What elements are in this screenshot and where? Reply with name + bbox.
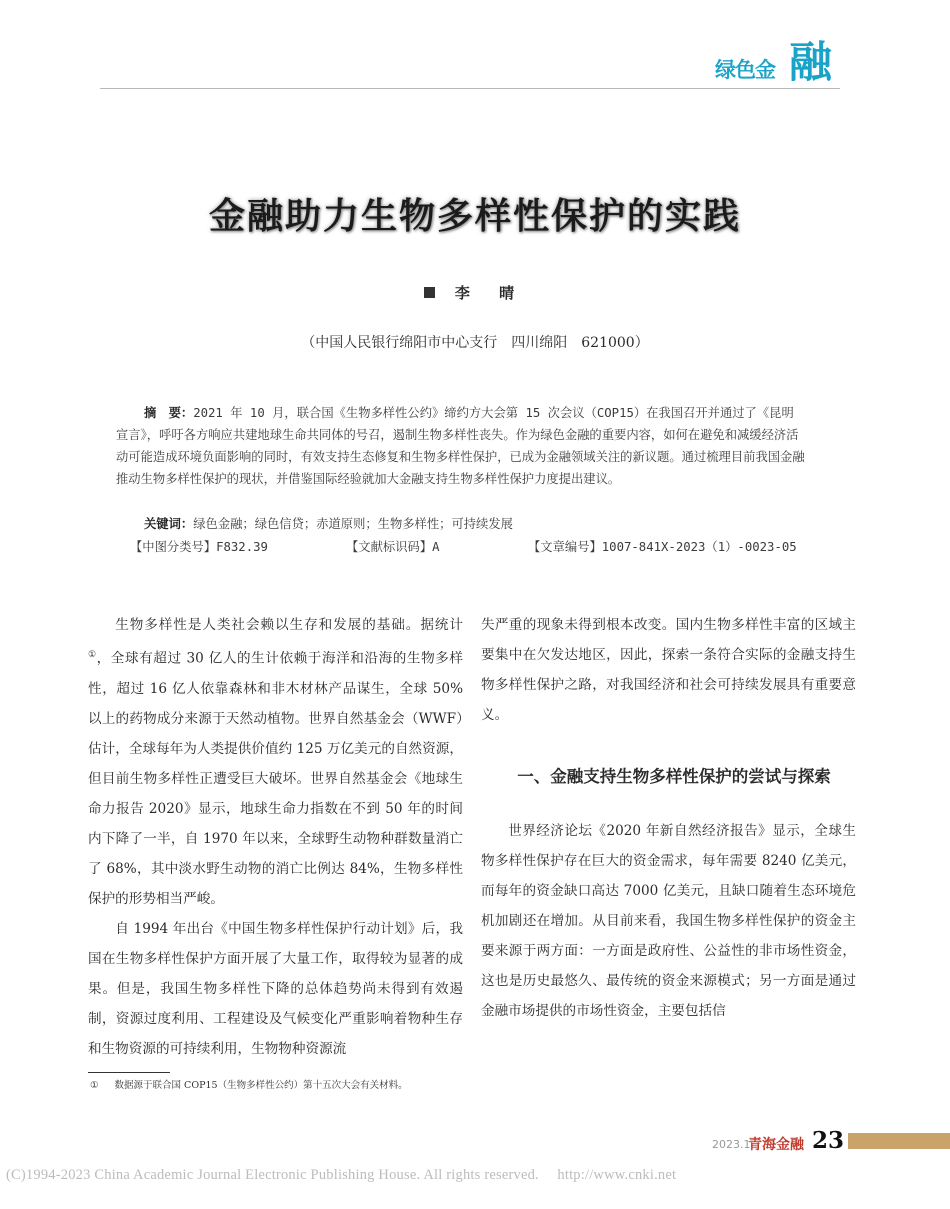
footnote-ref[interactable]: ① — [88, 650, 97, 660]
logo-text-big: 融 — [789, 38, 832, 88]
keywords-text: 绿色金融；绿色信贷；赤道原则；生物多样性；可持续发展 — [193, 517, 513, 531]
paragraph: 失严重的现象未得到根本改变。国内生物多样性丰富的区域主要集中在欠发达地区，因此，探索一条符合实际的金融支持生物多样性保护之路，对我国经济和社会可持续发展具有重要意义。 — [481, 617, 856, 723]
section-logo — [715, 40, 845, 86]
footnote — [90, 1077, 408, 1091]
affiliation: （中国人民银行绵阳市中心支行 四川绵阳 621000） — [301, 335, 649, 351]
left-column — [88, 610, 463, 1064]
footnote-mark: ① — [90, 1080, 99, 1091]
article-number: 【文章编号】1007-841X-2023（1）-0023-05 — [528, 540, 797, 554]
journal-name: 青海金融 — [748, 1137, 804, 1153]
square-bullet-icon — [424, 287, 435, 298]
right-column — [481, 610, 856, 1026]
page-number: 23 — [812, 1127, 845, 1154]
article-title: 金融助力生物多样性保护的实践 — [208, 196, 741, 237]
abstract-text: 2021 年 10 月，联合国《生物多样性公约》缔约方大会第 15 次会议（COP15）在我国召开并通过了《昆明宣言》，呼吁各方响应共建地球生命共同体的号召，遏制生物多样性丧失。作为绿色金融的重要内容，如何在避免和减缓经济活动可能造成环境负面影响的同时，有效支持生态修复和生物多样性保护，已成为金融领域关注的新议题。通过梳理目前我国金融推动生物多样性保护的现状，并借鉴国际经验就加大金融支持生物多样性保护力度提出建议。 — [116, 406, 805, 486]
keywords-label: 关键词： — [144, 517, 194, 531]
author-name: 李 晴 — [454, 284, 527, 302]
document-code: 【文献标识码】A — [346, 540, 440, 554]
header-divider — [100, 88, 840, 89]
paragraph: 世界经济论坛《2020 年新自然经济报告》显示，全球生物多样性保护存在巨大的资金需求，每年需要 8240 亿美元，而每年的资金缺口高达 7000 亿美元，且缺口随着生态环境危机加剧还在增加。从目前来看，我国生物多样性保护的资金主要来源于两方面：一方面是政府性、公益性的非市场性资金，这也是历史最悠久、最传统的资金来源模式；另一方面是通过金融市场提供的市场性资金，主要包括信 — [481, 823, 856, 1019]
classification-line — [130, 537, 810, 557]
logo-text-small: 绿色金 — [715, 58, 775, 82]
footnote-divider — [88, 1072, 170, 1073]
abstract — [116, 402, 806, 490]
paragraph-text: 生物多样性是人类社会赖以生存和发展的基础。据统计 — [115, 617, 463, 633]
section-heading: 一、金融支持生物多样性保护的尝试与探索 — [517, 767, 831, 786]
footer-accent-bar — [848, 1133, 950, 1149]
paragraph — [88, 610, 463, 914]
paragraph: 自 1994 年出台《中国生物多样性保护行动计划》后，我国在生物多样性保护方面开展了大量工作，取得较为显著的成果。但是，我国生物多样性下降的总体趋势尚未得到有效遏制，资源过度利用、工程建设及气候变化严重影响着物种生存和生物资源的可持续利用，生物物种资源流 — [88, 920, 463, 1057]
paragraph-text: ，全球有超过 30 亿人的生计依赖于海洋和沿海的生物多样性，超过 16 亿人依靠森林和非木材林产品谋生，全球 50% 以上的药物成分来源于天然动植物。世界自然基金会（WWF）估计，全球每年为人类提供价值约 125 万亿美元的自然资源，但目前生物多样性正遭受巨大破坏。世界自然基金会《地球生命力报告 2020》显示，地球生命力指数在不到 50 年的时间内下降了一半，自 1970 年以来，全球野生动物种群数量消亡了 68%，其中淡水野生动物的消亡比例达 84%，生物多样性保护的形势相当严峻。 — [88, 650, 463, 907]
clc-number: 【中图分类号】F832.39 — [130, 540, 268, 554]
copyright-notice: (C)1994-2023 China Academic Journal Electronic Publishing House. All rights reserved. http://www.cnki.net — [6, 1167, 677, 1183]
abstract-label: 摘 要： — [144, 406, 194, 420]
keywords — [144, 514, 513, 532]
issue-number: 2023.1 — [712, 1138, 751, 1151]
footnote-text: 数据源于联合国 COP15（生物多样性公约）第十五次大会有关材料。 — [114, 1080, 408, 1091]
author-line — [0, 282, 950, 303]
